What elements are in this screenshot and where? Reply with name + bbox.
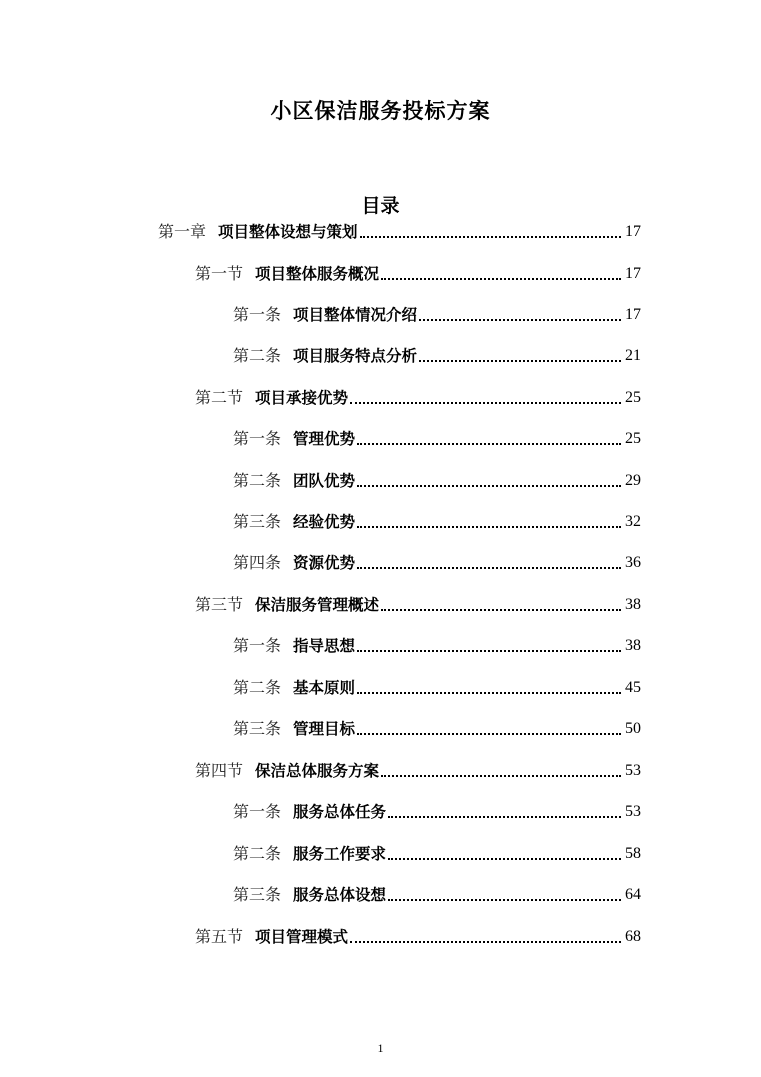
toc-entry-title: 指导思想 (293, 637, 356, 655)
toc-entry-page: 21 (625, 347, 641, 364)
toc-entry-number: 第一条 (233, 305, 282, 324)
dot-leader (381, 775, 621, 777)
dot-leader (388, 816, 621, 818)
toc-entry-title: 资源优势 (293, 554, 356, 572)
toc-entry-chapter-1[interactable] (158, 218, 641, 242)
dot-leader (350, 402, 621, 404)
toc-entry-page: 38 (625, 637, 641, 654)
toc-entry-page: 25 (625, 389, 641, 406)
toc-entry-title: 团队优势 (293, 472, 356, 490)
toc-entry-article[interactable] (233, 632, 641, 656)
dot-leader (357, 692, 621, 694)
toc-entry-page: 45 (625, 679, 641, 696)
toc-entry-article[interactable] (233, 798, 641, 822)
toc-entry-article[interactable] (233, 301, 641, 325)
toc-entry-title: 保洁服务管理概述 (255, 596, 380, 614)
toc-entry-article[interactable] (233, 425, 641, 449)
toc-entry-page: 36 (625, 554, 641, 571)
toc-entry-article[interactable] (233, 508, 641, 532)
toc-entry-page: 38 (625, 596, 641, 613)
toc-entry-title: 项目整体情况介绍 (293, 306, 418, 324)
toc-entry-number: 第二条 (233, 844, 282, 863)
toc-entry-number: 第二节 (195, 388, 244, 407)
toc-entry-article[interactable] (233, 715, 641, 739)
dot-leader (357, 485, 621, 487)
toc-entry-page: 17 (625, 223, 641, 240)
toc-entry-page: 50 (625, 720, 641, 737)
toc-entry-number: 第三条 (233, 885, 282, 904)
dot-leader (419, 360, 621, 362)
dot-leader (419, 319, 621, 321)
toc-entry-article[interactable] (233, 674, 641, 698)
toc-entry-title: 管理目标 (293, 720, 356, 738)
toc-entry-article[interactable] (233, 840, 641, 864)
dot-leader (381, 609, 621, 611)
toc-entry-page: 32 (625, 513, 641, 530)
dot-leader (357, 567, 621, 569)
toc-entry-number: 第三条 (233, 512, 282, 531)
toc-entry-section-3[interactable] (195, 591, 641, 615)
document-title: 小区保洁服务投标方案 (270, 99, 491, 123)
toc-entry-section-4[interactable] (195, 757, 641, 781)
toc-entry-page: 58 (625, 845, 641, 862)
toc-entry-title: 项目承接优势 (255, 389, 349, 407)
dot-leader (357, 733, 621, 735)
toc-entry-number: 第一条 (233, 636, 282, 655)
toc-entry-title: 项目整体服务概况 (255, 265, 380, 283)
dot-leader (350, 941, 621, 943)
toc-entry-number: 第一章 (158, 222, 207, 241)
toc-entry-article[interactable] (233, 549, 641, 573)
toc-entry-title: 项目服务特点分析 (293, 347, 418, 365)
dot-leader (357, 650, 621, 652)
toc-entry-page: 64 (625, 886, 641, 903)
page-number: 1 (377, 1041, 384, 1055)
toc-entry-number: 第三条 (233, 719, 282, 738)
toc-entry-page: 53 (625, 803, 641, 820)
toc-entry-page: 29 (625, 472, 641, 489)
toc-entry-title: 项目管理模式 (255, 928, 349, 946)
dot-leader (360, 236, 621, 238)
dot-leader (357, 443, 621, 445)
toc-entry-article[interactable] (233, 467, 641, 491)
dot-leader (388, 858, 621, 860)
toc-heading: 目录 (361, 195, 400, 217)
toc-entry-title: 服务总体任务 (293, 803, 387, 821)
toc-entry-section-1[interactable] (195, 260, 641, 284)
toc-entry-title: 管理优势 (293, 430, 356, 448)
toc-entry-number: 第三节 (195, 595, 244, 614)
toc-entry-number: 第二条 (233, 346, 282, 365)
toc-entry-number: 第一条 (233, 429, 282, 448)
dot-leader (381, 278, 621, 280)
toc-entry-page: 25 (625, 430, 641, 447)
toc-entry-page: 17 (625, 306, 641, 323)
toc-entry-title: 服务总体设想 (293, 886, 387, 904)
toc-entry-title: 项目整体设想与策划 (218, 223, 358, 241)
toc-entry-page: 68 (625, 928, 641, 945)
toc-entry-number: 第五节 (195, 927, 244, 946)
toc-entry-number: 第四条 (233, 553, 282, 572)
toc-entry-section-2[interactable] (195, 384, 641, 408)
toc-entry-page: 53 (625, 762, 641, 779)
toc-entry-page: 17 (625, 265, 641, 282)
toc-entry-title: 经验优势 (293, 513, 356, 531)
toc-entry-title: 服务工作要求 (293, 845, 387, 863)
toc-entry-number: 第一条 (233, 802, 282, 821)
dot-leader (388, 899, 621, 901)
toc-entry-number: 第二条 (233, 678, 282, 697)
toc-entry-number: 第二条 (233, 471, 282, 490)
toc-entry-title: 基本原则 (293, 679, 356, 697)
toc-entry-section-5[interactable] (195, 923, 641, 947)
toc-entry-number: 第四节 (195, 761, 244, 780)
toc-entry-article[interactable] (233, 342, 641, 366)
dot-leader (357, 526, 621, 528)
toc-entry-title: 保洁总体服务方案 (255, 762, 380, 780)
toc-entry-article[interactable] (233, 881, 641, 905)
toc-entry-number: 第一节 (195, 264, 244, 283)
